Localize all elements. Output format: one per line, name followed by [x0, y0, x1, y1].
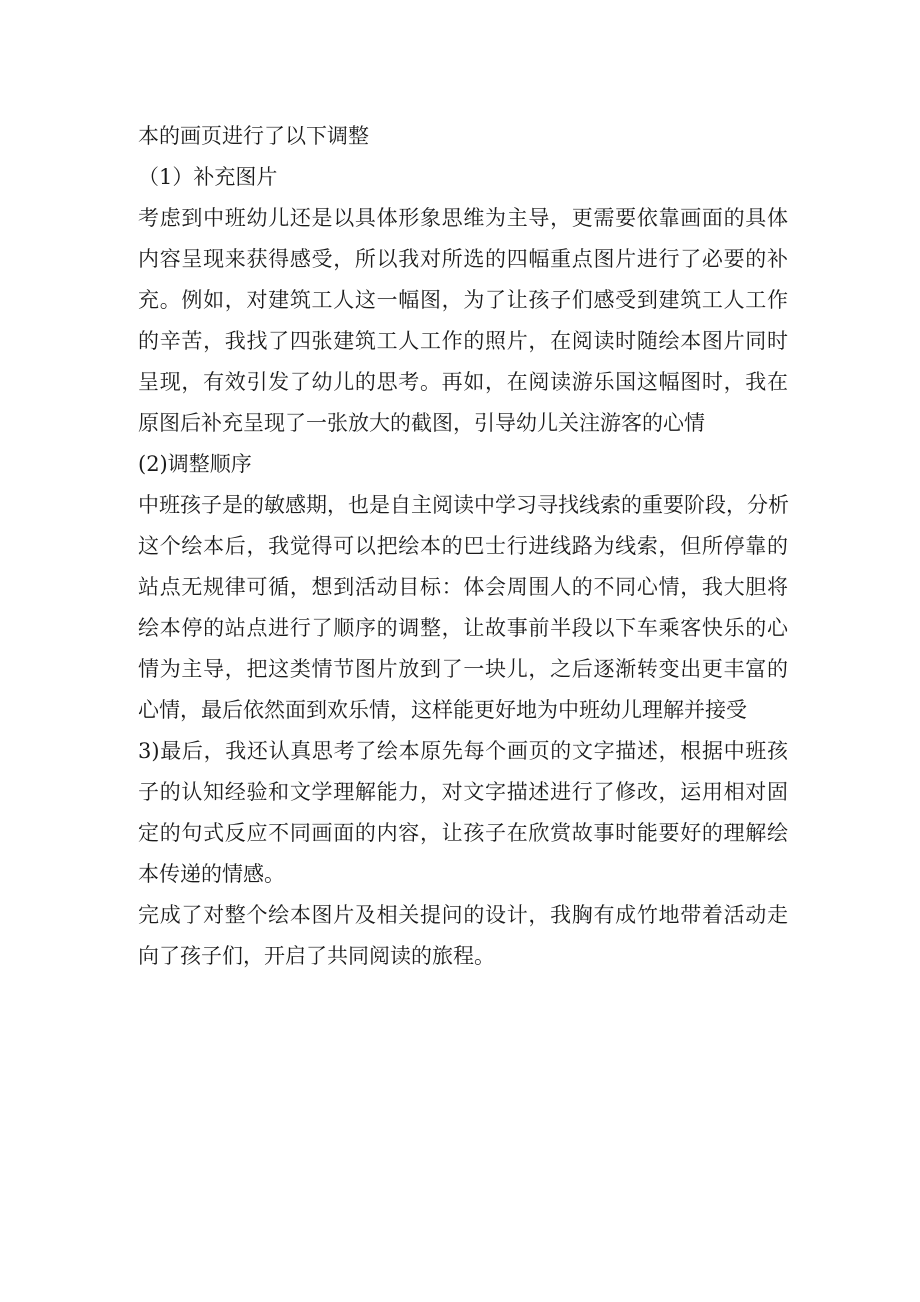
paragraph-line: 定的句式反应不同画面的内容，让孩子在欣赏故事时能要好的理解绘: [138, 821, 788, 845]
paragraph-line: 内容呈现来获得感受，所以我对所选的四幅重点图片进行了必要的补: [138, 247, 788, 271]
paragraph-line: 心情，最后依然面到欢乐情，这样能更好地为中班幼儿理解并接受: [138, 698, 747, 722]
paragraph-line: 中班孩子是的敏感期，也是自主阅读中学习寻找线索的重要阶段，分析: [138, 493, 789, 517]
paragraph-line: 本传递的情感。: [138, 862, 285, 886]
paragraph-line: 情为主导，把这类情节图片放到了一块儿，之后逐渐转变出更丰富的: [138, 657, 788, 681]
paragraph-line: 站点无规律可循，想到活动目标：体会周围人的不同心情，我大胆将: [138, 575, 788, 599]
document-body: [138, 116, 788, 977]
paragraph-line: 向了孩子们，开启了共同阅读的旅程。: [138, 944, 495, 968]
paragraph-line: 子的认知经验和文学理解能力，对文字描述进行了修改，运用相对固: [138, 780, 788, 804]
section-heading-2: (2)调整顺序: [138, 452, 252, 476]
section-heading-1: （1）补充图片: [138, 165, 278, 189]
paragraph-line: 这个绘本后，我觉得可以把绘本的巴士行进线路为线索，但所停靠的: [138, 534, 788, 558]
paragraph-line: 充。例如，对建筑工人这一幅图，为了让孩子们感受到建筑工人工作: [138, 288, 788, 312]
paragraph-line: 呈现，有效引发了幼儿的思考。再如，在阅读游乐国这幅图时，我在: [138, 370, 788, 394]
paragraph-line: 考虑到中班幼儿还是以具体形象思维为主导，更需要依靠画面的具体: [138, 206, 788, 230]
paragraph-line: 完成了对整个绘本图片及相关提问的设计，我胸有成竹地带着活动走: [138, 903, 788, 927]
paragraph-line: 绘本停的站点进行了顺序的调整，让故事前半段以下车乘客快乐的心: [138, 616, 788, 640]
paragraph-line: 原图后补充呈现了一张放大的截图，引导幼儿关注游客的心情: [138, 411, 705, 435]
paragraph-line: 3)最后，我还认真思考了绘本原先每个画页的文字描述，根据中班孩: [138, 739, 788, 763]
paragraph-line: 的辛苦，我找了四张建筑工人工作的照片，在阅读时随绘本图片同时: [138, 329, 788, 353]
paragraph-line: 本的画页进行了以下调整: [138, 124, 369, 148]
